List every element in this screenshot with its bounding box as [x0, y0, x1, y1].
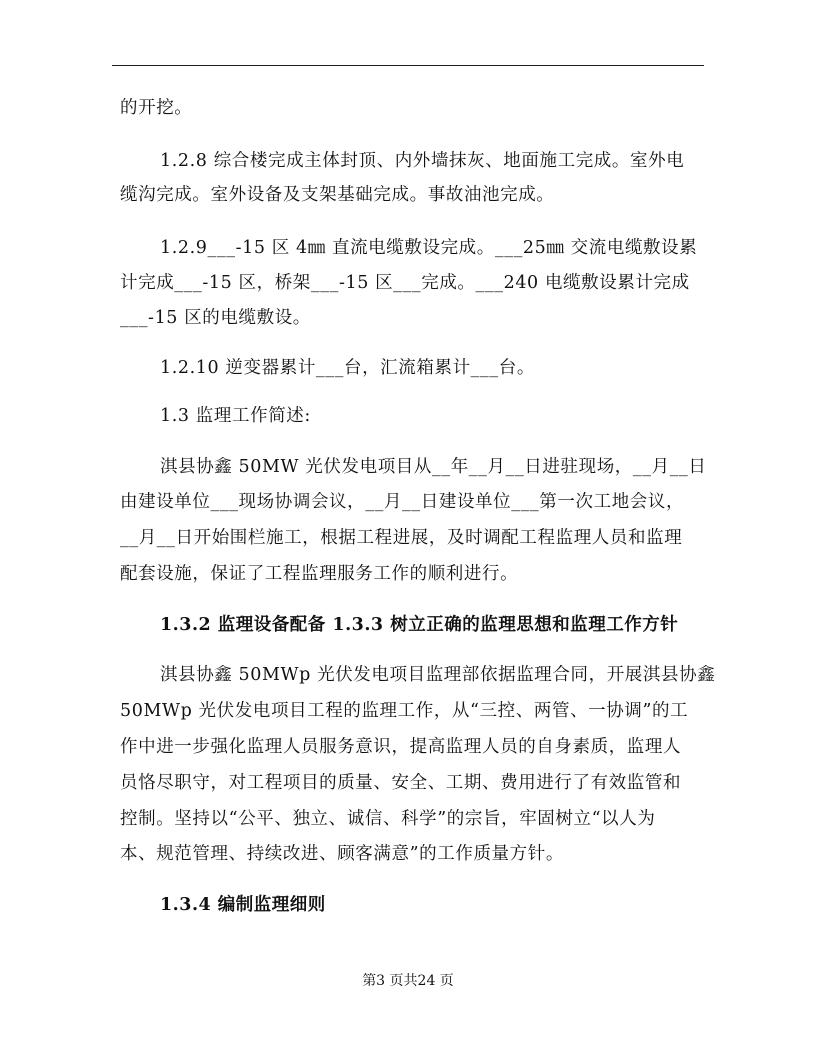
- section-heading-1-3: 1.3 监理工作简述:: [160, 406, 311, 426]
- page-number-footer: 第3 页共24 页: [362, 973, 454, 989]
- paragraph-1-2-8-line-2: 缆沟完成。室外设备及支架基础完成。事故油池完成。: [120, 185, 555, 205]
- paragraph-policy-line-4: 员恪尽职守，对工程项目的质量、安全、工期、费用进行了有效监管和: [120, 773, 682, 793]
- paragraph-1-2-10: 1.2.10 逆变器累计___台，汇流箱累计___台。: [160, 358, 535, 378]
- text-line: 的开挖。: [120, 98, 193, 118]
- paragraph-1-2-9-line-3: ___-15 区的电缆敷设。: [120, 308, 311, 328]
- paragraph-policy-line-6: 本、规范管理、持续改进、顾客满意”的工作质量方针。: [120, 844, 564, 864]
- paragraph-overview-line-1: 淇县协鑫 50MW 光伏发电项目从__年__月__日进驻现场，__月__日: [160, 457, 707, 477]
- paragraph-1-2-9-line-2: 计完成___-15 区，桥架___-15 区___完成。___240 电缆敷设累计完成: [120, 273, 690, 293]
- paragraph-overview-line-4: 配套设施，保证了工程监理服务工作的顺利进行。: [120, 564, 519, 584]
- paragraph-policy-line-3: 作中进一步强化监理人员服务意识，提高监理人员的自身素质，监理人: [120, 737, 682, 757]
- paragraph-policy-line-2: 50MWp 光伏发电项目工程的监理工作，从“三控、两管、一协调”的工: [120, 701, 689, 721]
- header-rule: [112, 65, 704, 66]
- paragraph-overview-line-2: 由建设单位___现场协调会议，__月__日建设单位___第一次工地会议，: [120, 492, 685, 512]
- paragraph-overview-line-3: __月__日开始围栏施工，根据工程进展，及时调配工程监理人员和监理: [120, 528, 683, 548]
- section-heading-1-3-4: 1.3.4 编制监理细则: [160, 895, 326, 915]
- section-heading-1-3-2: 1.3.2 监理设备配备 1.3.3 树立正确的监理思想和监理工作方针: [160, 615, 679, 635]
- paragraph-1-2-9-line-1: 1.2.9___-15 区 4㎜ 直流电缆敷设完成。___25㎜ 交流电缆敷设累: [160, 238, 698, 258]
- paragraph-policy-line-5: 控制。坚持以“公平、独立、诚信、科学”的宗旨，牢固树立“以人为: [120, 809, 656, 829]
- paragraph-policy-line-1: 淇县协鑫 50MWp 光伏发电项目监理部依据监理合同，开展淇县协鑫: [160, 665, 716, 685]
- paragraph-1-2-8-line-1: 1.2.8 综合楼完成主体封顶、内外墙抹灰、地面施工完成。室外电: [160, 151, 685, 171]
